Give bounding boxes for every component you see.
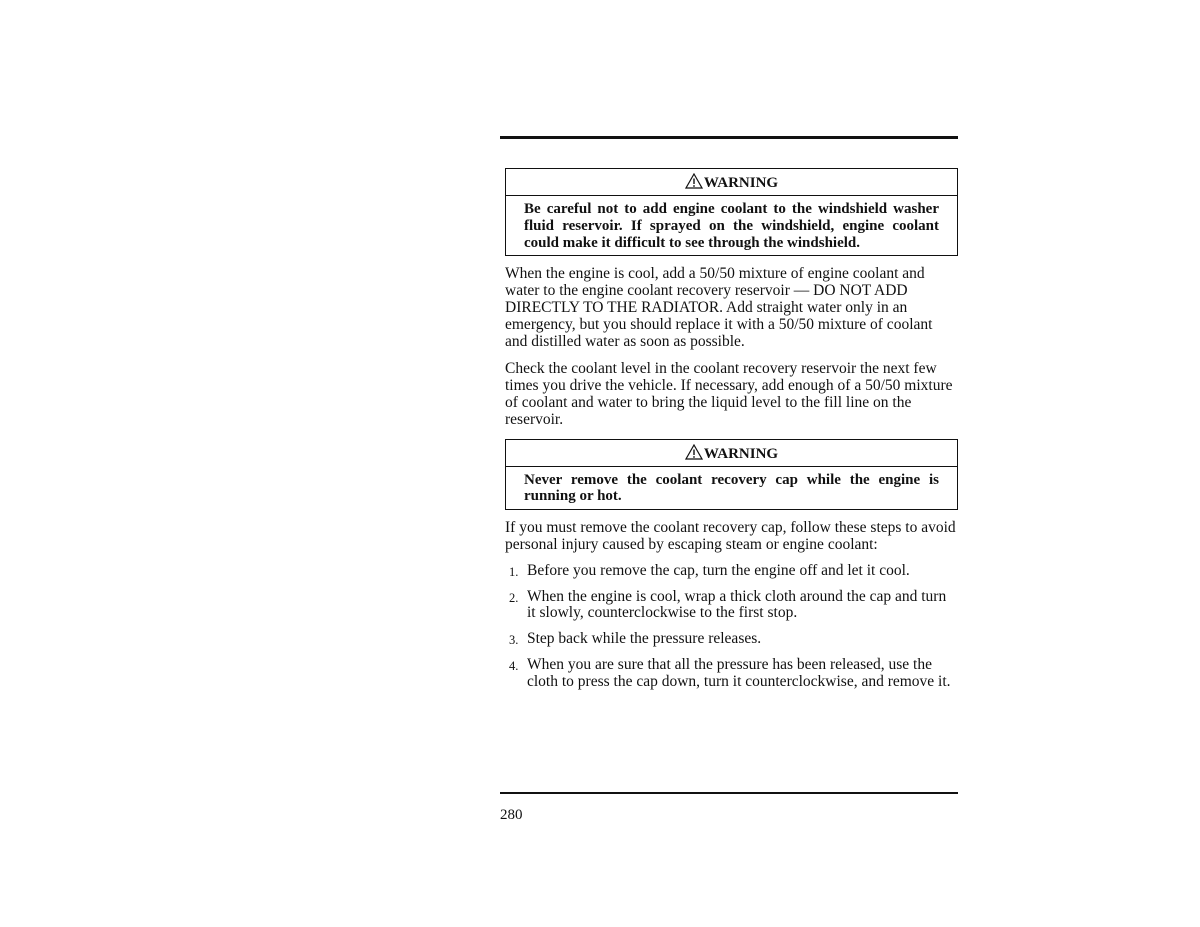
warning-triangle-icon <box>685 173 703 189</box>
paragraph-add-coolant: When the engine is cool, add a 50/50 mixture of engine coolant and water to the engine coolant recovery reservoir — DO NOT ADD DIRECTLY TO THE RADIATOR. Add straight water only in an emergency, but you should replace it with a 50/50 mixture of coolant and distilled water as soon as possible. <box>505 265 933 350</box>
list-item <box>505 563 958 580</box>
warning-label: WARNING <box>703 445 779 462</box>
warning-label: WARNING <box>703 175 779 191</box>
step-number: 3. <box>509 633 519 648</box>
warning-box-cap <box>505 439 958 511</box>
top-rule <box>500 136 958 139</box>
step-number: 4. <box>509 658 519 673</box>
step-text: Step back while the pressure releases. <box>527 630 762 648</box>
step-number: 2. <box>509 590 519 605</box>
page-number: 280 <box>500 807 523 823</box>
warning-triangle-icon <box>685 444 703 460</box>
page-content <box>505 168 958 700</box>
bottom-rule <box>500 792 958 794</box>
list-item <box>505 631 958 648</box>
warning-box-washer <box>505 168 958 256</box>
steps-list <box>505 563 958 691</box>
warning-text: Never remove the coolant recovery cap while the engine is running or hot. <box>524 471 939 505</box>
step-text: When you are sure that all the pressure has been released, use the cloth to press the cap down, turn it counterclockwise, and remove it. <box>527 655 951 690</box>
warning-text: Be careful not to add engine coolant to the windshield washer fluid reservoir. If sprayed on the windshield, engine coolant could make it difficult to see through the windshield. <box>524 201 939 251</box>
paragraph-check-level: Check the coolant level in the coolant recovery reservoir the next few times you drive the vehicle. If necessary, add enough of a 50/50 mixture of coolant and water to bring the liquid level to the fill line on the reservoir. <box>505 360 953 428</box>
warning-header <box>506 440 957 467</box>
list-item <box>505 657 958 691</box>
step-text: Before you remove the cap, turn the engine off and let it cool. <box>527 561 910 579</box>
paragraph-remove-cap-intro: If you must remove the coolant recovery cap, follow these steps to avoid personal injury caused by escaping steam or engine coolant: <box>505 519 956 553</box>
step-text: When the engine is cool, wrap a thick cloth around the cap and turn it slowly, counterclockwise to the first stop. <box>527 587 947 622</box>
list-item <box>505 589 958 623</box>
warning-header <box>506 169 957 196</box>
step-number: 1. <box>509 564 519 579</box>
